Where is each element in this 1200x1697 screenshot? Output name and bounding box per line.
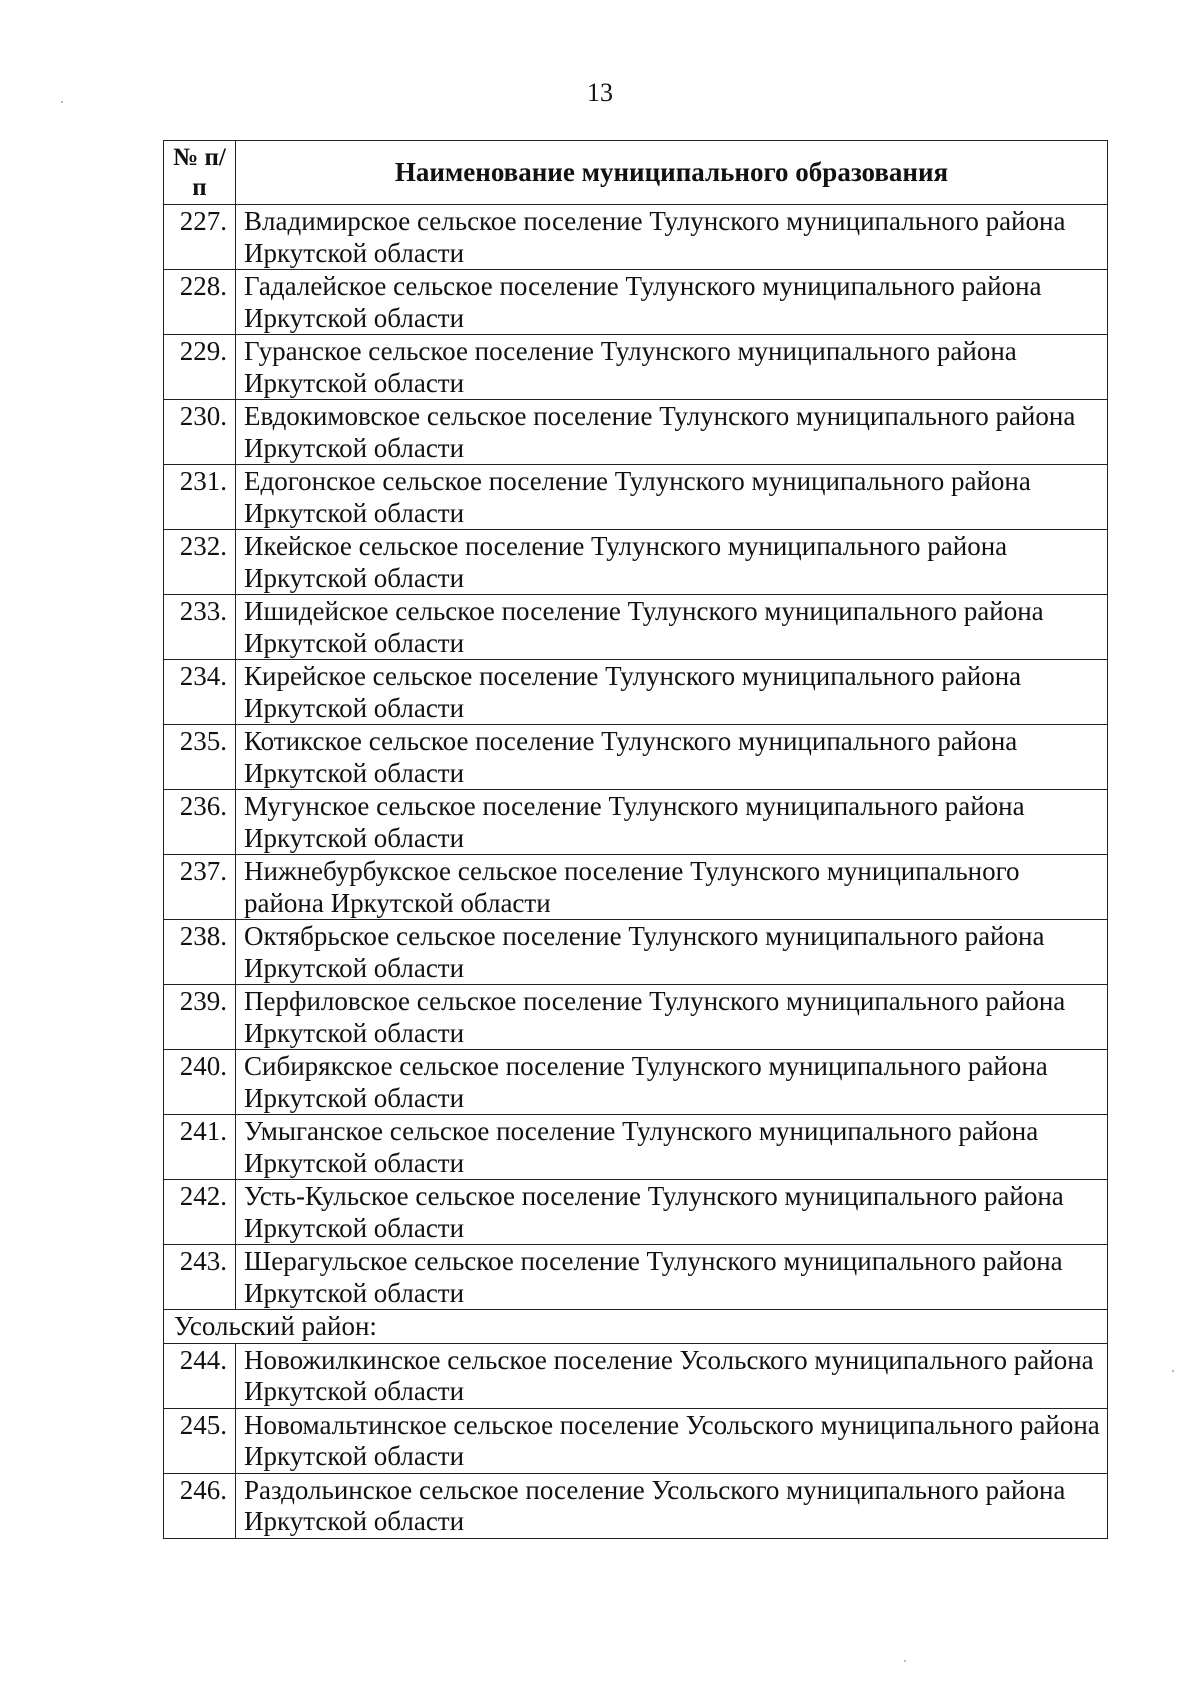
municipality-name: Едогонское сельское поселение Тулунского муниципального района Иркутской области xyxy=(236,465,1108,530)
table-row xyxy=(164,335,1108,400)
page-number: 13 xyxy=(587,78,613,107)
municipality-name: Новожилкинское сельское поселение Усольского муниципального района Иркутской области xyxy=(236,1343,1108,1408)
table-row xyxy=(164,725,1108,790)
table-row xyxy=(164,1473,1108,1538)
municipality-name: Евдокимовское сельское поселение Тулунского муниципального района Иркутской области xyxy=(236,400,1108,465)
scan-speck xyxy=(61,101,63,103)
table-row xyxy=(164,400,1108,465)
municipality-name: Нижнебурбукское сельское поселение Тулунского муниципального района Иркутской области xyxy=(236,855,1108,920)
municipality-name: Усть-Кульское сельское поселение Тулунского муниципального района Иркутской области xyxy=(236,1180,1108,1245)
municipality-name: Гадалейское сельское поселение Тулунского муниципального района Иркутской области xyxy=(236,270,1108,335)
scan-speck xyxy=(904,1660,906,1662)
table-row xyxy=(164,660,1108,725)
row-number: 243. xyxy=(164,1245,236,1310)
municipality-name: Икейское сельское поселение Тулунского муниципального района Иркутской области xyxy=(236,530,1108,595)
table-row xyxy=(164,1408,1108,1473)
row-number: 246. xyxy=(164,1473,236,1538)
row-number: 229. xyxy=(164,335,236,400)
row-number: 239. xyxy=(164,985,236,1050)
row-number: 230. xyxy=(164,400,236,465)
table-row xyxy=(164,790,1108,855)
municipality-name: Перфиловское сельское поселение Тулунского муниципального района Иркутской области xyxy=(236,985,1108,1050)
row-number: 234. xyxy=(164,660,236,725)
municipalities-table xyxy=(163,140,1108,1539)
row-number: 244. xyxy=(164,1343,236,1408)
row-number: 240. xyxy=(164,1050,236,1115)
row-number: 237. xyxy=(164,855,236,920)
name-column-header: Наименование муниципального образования xyxy=(236,141,1108,205)
section-title: Усольский район: xyxy=(164,1310,1108,1344)
municipality-name: Котикское сельское поселение Тулунского муниципального района Иркутской области xyxy=(236,725,1108,790)
table-row xyxy=(164,205,1108,270)
row-number: 241. xyxy=(164,1115,236,1180)
table-row xyxy=(164,270,1108,335)
table-row xyxy=(164,1115,1108,1180)
section-row xyxy=(164,1310,1108,1344)
row-number: 227. xyxy=(164,205,236,270)
table-row xyxy=(164,530,1108,595)
row-number: 235. xyxy=(164,725,236,790)
municipality-name: Умыганское сельское поселение Тулунского муниципального района Иркутской области xyxy=(236,1115,1108,1180)
row-number: 236. xyxy=(164,790,236,855)
municipality-name: Ишидейское сельское поселение Тулунского муниципального района Иркутской области xyxy=(236,595,1108,660)
municipality-name: Кирейское сельское поселение Тулунского муниципального района Иркутской области xyxy=(236,660,1108,725)
row-number: 231. xyxy=(164,465,236,530)
row-number: 228. xyxy=(164,270,236,335)
table-row xyxy=(164,1343,1108,1408)
municipality-name: Гуранское сельское поселение Тулунского муниципального района Иркутской области xyxy=(236,335,1108,400)
municipality-name: Сибирякское сельское поселение Тулунского муниципального района Иркутской области xyxy=(236,1050,1108,1115)
row-number: 232. xyxy=(164,530,236,595)
table-row xyxy=(164,920,1108,985)
table-row xyxy=(164,985,1108,1050)
row-number: 242. xyxy=(164,1180,236,1245)
row-number: 238. xyxy=(164,920,236,985)
table-row xyxy=(164,1245,1108,1310)
table-header-row xyxy=(164,141,1108,205)
table-row xyxy=(164,1180,1108,1245)
municipality-name: Мугунское сельское поселение Тулунского муниципального района Иркутской области xyxy=(236,790,1108,855)
row-number: 233. xyxy=(164,595,236,660)
number-column-header: № п/п xyxy=(164,141,236,205)
table-row xyxy=(164,465,1108,530)
table-row xyxy=(164,855,1108,920)
table-row xyxy=(164,595,1108,660)
scan-speck xyxy=(1172,1370,1174,1372)
table-row xyxy=(164,1050,1108,1115)
table-body xyxy=(164,205,1108,1539)
municipality-name: Раздольинское сельское поселение Усольского муниципального района Иркутской области xyxy=(236,1473,1108,1538)
municipality-name: Октябрьское сельское поселение Тулунского муниципального района Иркутской области xyxy=(236,920,1108,985)
municipality-name: Новомальтинское сельское поселение Усольского муниципального района Иркутской области xyxy=(236,1408,1108,1473)
municipality-name: Шерагульское сельское поселение Тулунского муниципального района Иркутской области xyxy=(236,1245,1108,1310)
row-number: 245. xyxy=(164,1408,236,1473)
municipality-name: Владимирское сельское поселение Тулунского муниципального района Иркутской области xyxy=(236,205,1108,270)
